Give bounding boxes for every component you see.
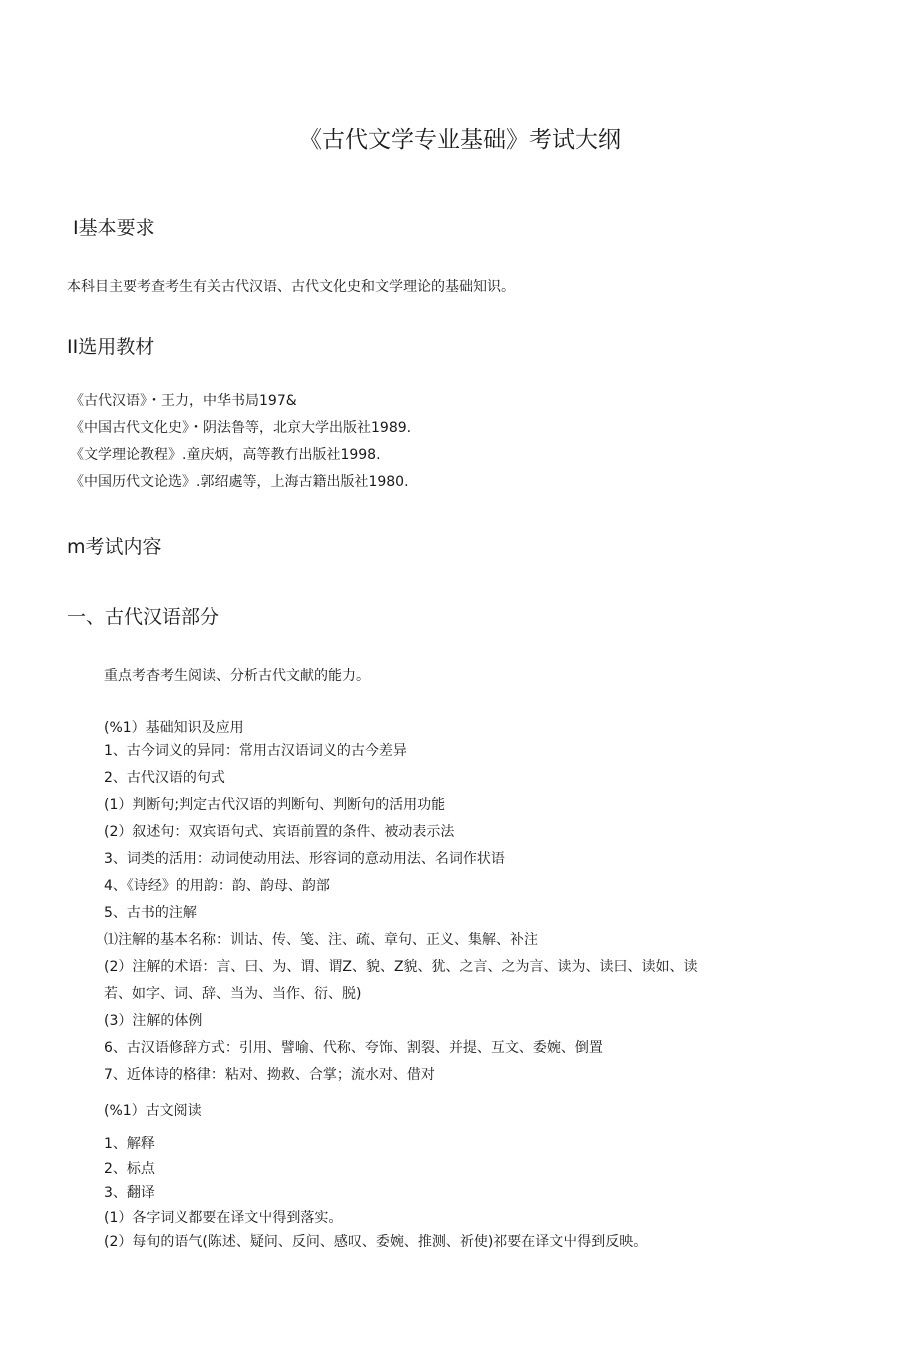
list-item: 4、《诗经》的用韵：韵、韵母、韵部 [104,878,330,894]
list-item: 1、古今词义的异同：常用古汉语词义的古今差异 [104,743,407,759]
list-item: (2）叙述句：双宾语句式、宾语前置的条件、被动表示法 [104,824,455,840]
list-item: 《古代汉语》・王力，中华书局197& [70,393,297,409]
list-item: 6、古汉语修辞方式：引用、譬喻、代称、夸饰、割裂、并提、互文、委婉、倒置 [104,1040,603,1056]
list-item: 1、解释 [104,1136,155,1152]
list-item: 2、标点 [104,1160,155,1177]
sub1-list [104,738,698,1089]
textbook-list [70,388,411,496]
list-item: 《文学理论教程》.童庆炳，高等教冇出版社1998. [70,447,381,463]
list-item: 7、近体诗的格律：粘对、拗救、合掌；流水对、借对 [104,1067,435,1083]
part1-intro: 重点考杳考生阅读、分析古代文献的能力。 [104,668,370,684]
heading-basic-requirements: I基本要求 [73,217,155,239]
list-item: 若、如字、词、辞、当为、当作、衍、脱) [104,986,362,1002]
basic-requirements-text: 本科目主要考查考生有关古代汉语、古代文化史和文学理论的基础知识。 [67,279,515,295]
list-item: 3、翻译 [104,1185,155,1201]
sub1-heading: (%1）基础知识及应用 [104,720,244,736]
list-item: 《中国历代文论选》.郭绍處等，上海古籍出版社1980. [70,474,409,490]
list-item: (3）注解的体例 [104,1013,203,1029]
heading-part1: 一、古代汉语部分 [67,606,220,628]
page-title: 《古代文学专业基础》考试大纲 [299,127,621,153]
list-item: 3、词类的活用：动词使动用法、形容词的意动用法、名词作状语 [104,851,505,867]
list-item: 2、古代汉语的句式 [104,770,225,786]
list-item: (1）判断句;判定古代汉语的判断句、判断句的活用功能 [104,797,446,813]
sub2-list [104,1132,647,1255]
list-item: 《中国古代文化史》・阴法鲁等，北京大学出版社1989. [70,420,412,436]
heading-textbooks: II选用教材 [67,336,155,358]
heading-exam-content: m考试内容 [67,536,162,558]
list-item: (1）各字词义都要在译文屮得到落实。 [104,1209,343,1226]
list-item: ⑴注解的基本名称：训诂、传、笺、注、疏、章句、正义、集解、补注 [104,932,538,948]
sub2-heading: (%1）古文阅读 [104,1103,202,1119]
list-item: 5、古书的注解 [104,905,197,921]
list-item: (2）每旬的语气(陈述、疑问、反问、感叹、委婉、推测、祈使)祁要在译文屮得到反映。 [104,1234,648,1250]
list-item: (2）注解的术语：言、曰、为、谓、谓Z、貌、Z貌、犹、之言、之为言、读为、读曰、读如、读 [104,959,698,975]
